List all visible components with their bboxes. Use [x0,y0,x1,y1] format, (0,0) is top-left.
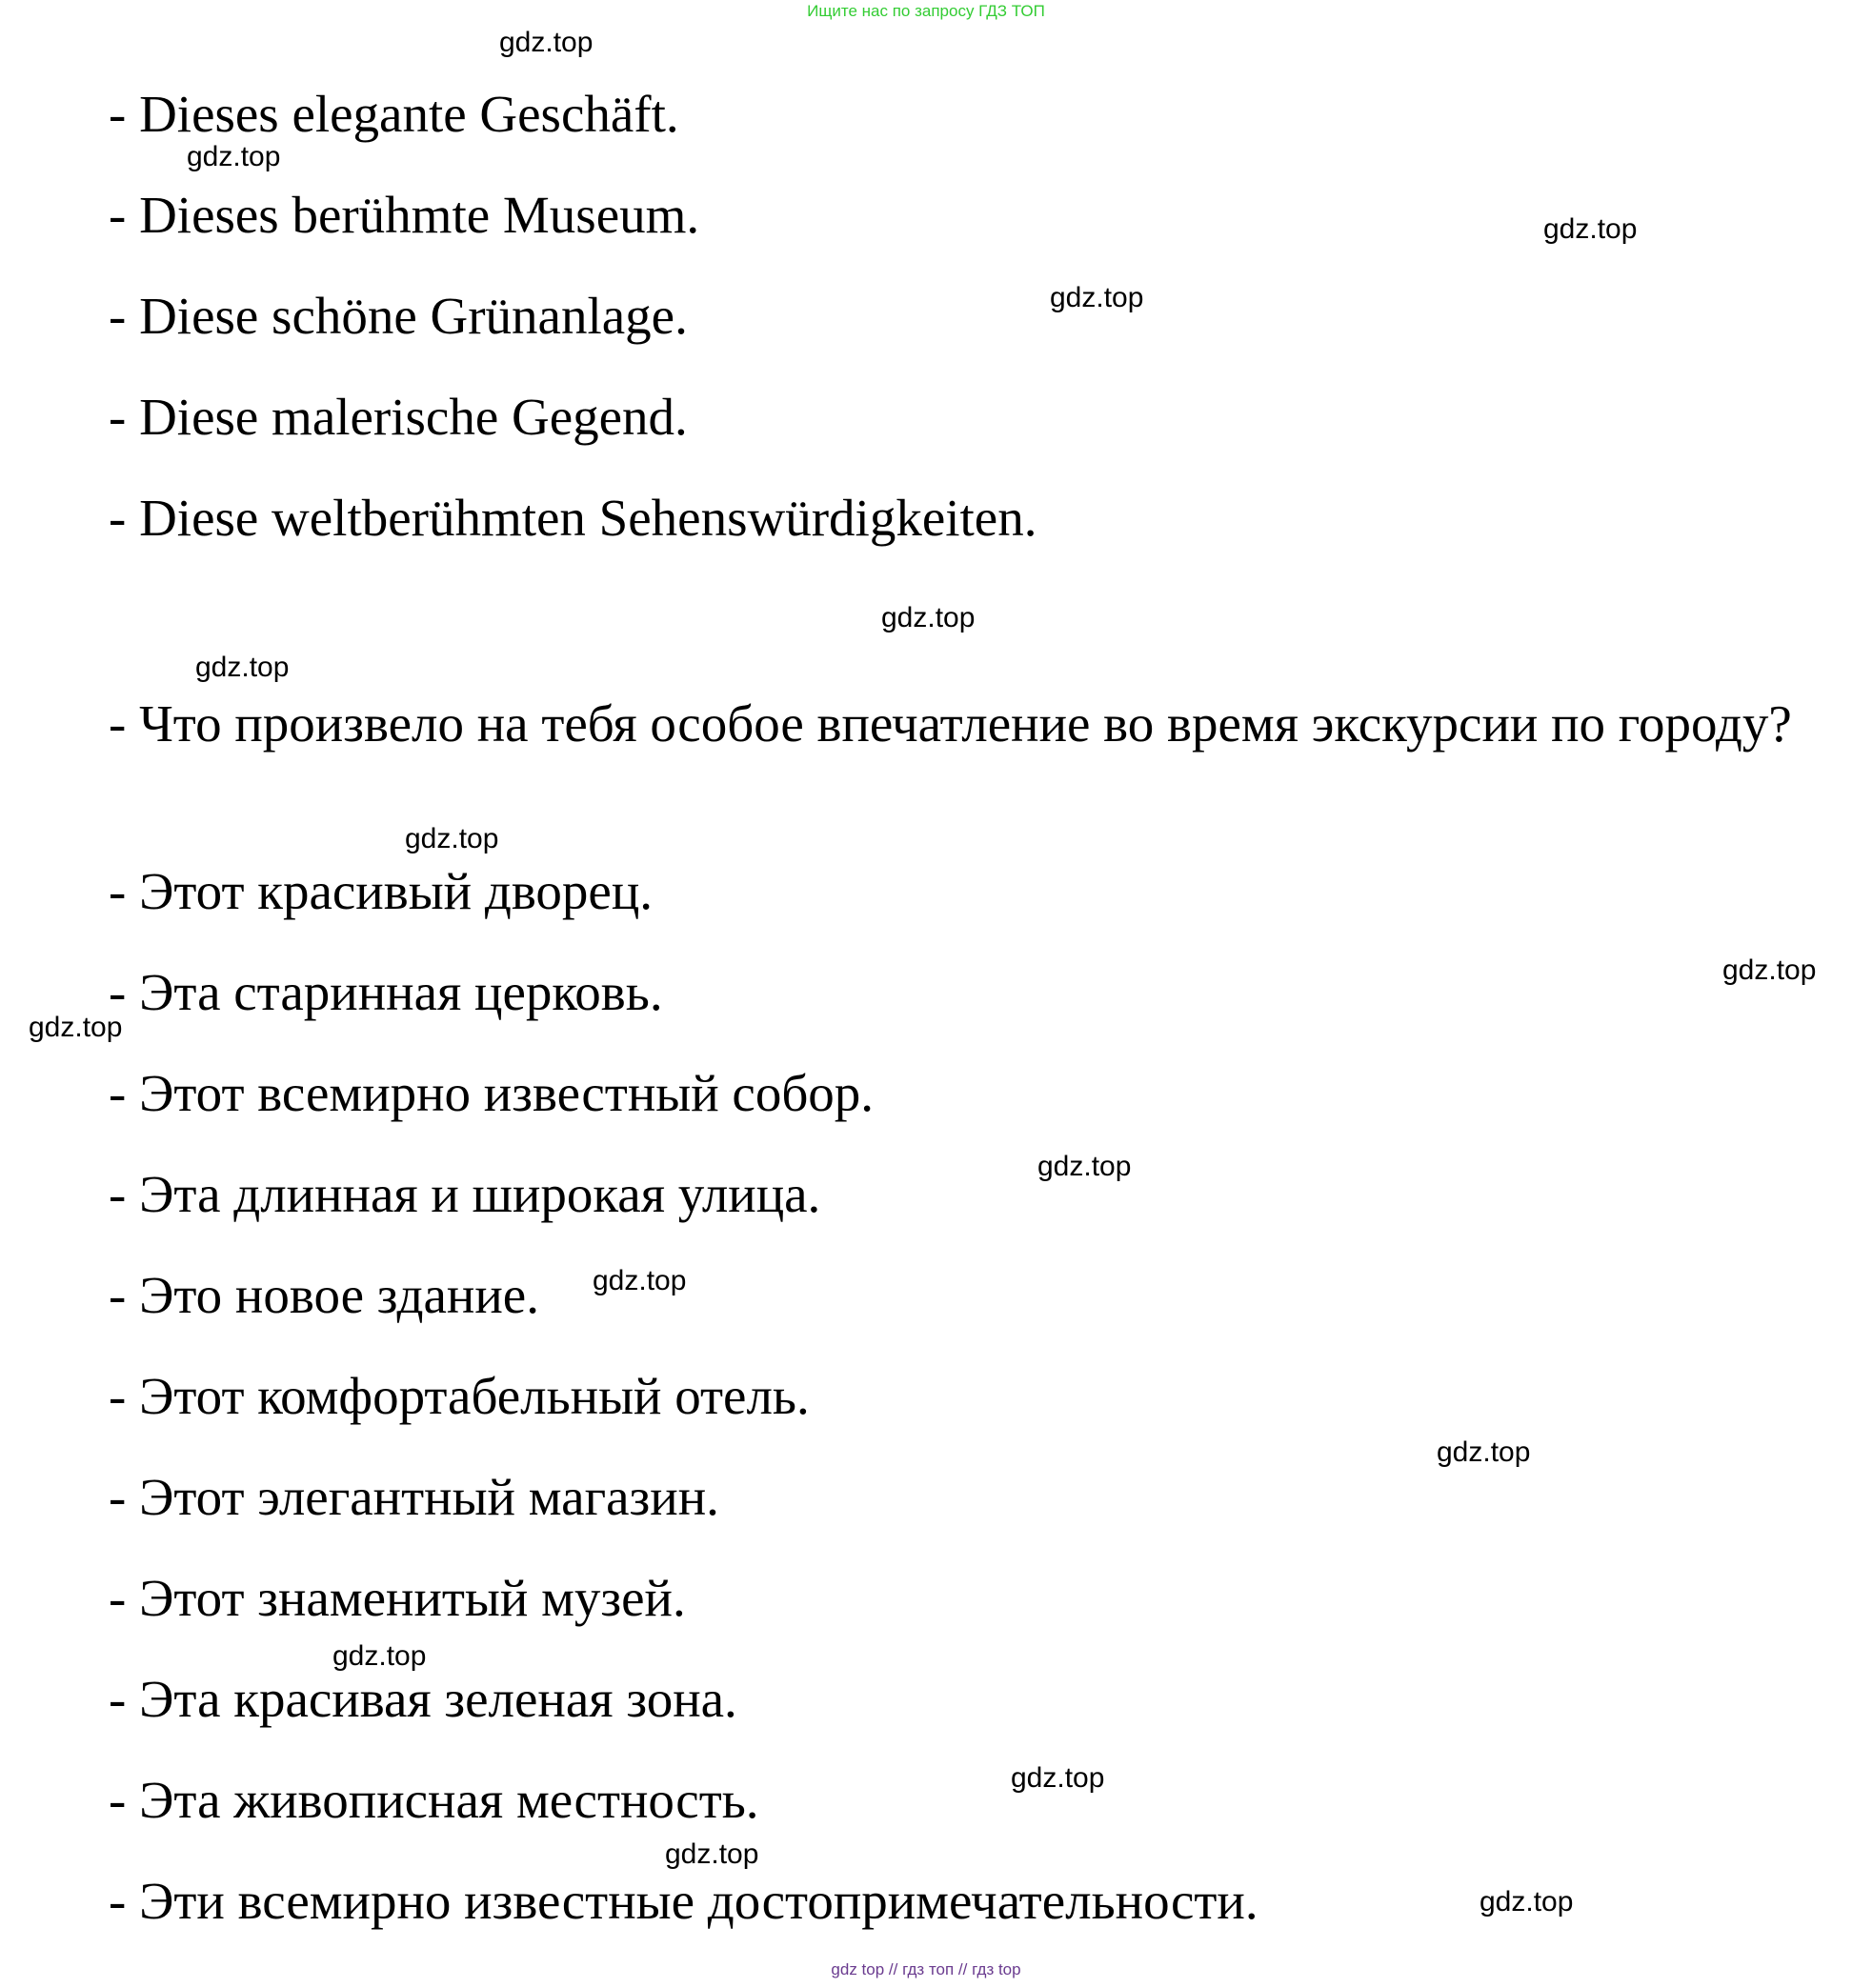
watermark-text: gdz.top [665,1838,759,1870]
german-answer-line: - Diese malerische Gegend. [109,388,688,446]
watermark-text: gdz.top [881,602,976,633]
german-answer-line: - Diese schöne Grünanlage. [109,287,688,345]
footer-watermark: gdz top // гдз топ // гдз top [831,1960,1021,1978]
watermark-text: gdz.top [332,1640,427,1672]
watermark-text: gdz.top [1050,282,1144,313]
german-answer-line: - Dieses berühmte Museum. [109,186,700,244]
russian-answer-line: - Этот знаменитый музей. [109,1569,686,1627]
russian-answer-line: - Эта старинная церковь. [109,963,663,1021]
watermark-text: gdz.top [405,823,499,854]
german-answer-line: - Dieses elegante Geschäft. [109,85,679,143]
watermark-text: gdz.top [1037,1151,1132,1182]
watermark-text: gdz.top [499,27,594,58]
russian-answer-line: - Этот красивый дворец. [109,862,654,920]
top-banner: Ищите нас по запросу ГДЗ ТОП [807,2,1045,20]
watermark-text: gdz.top [593,1265,687,1296]
watermark-text: gdz.top [1480,1886,1574,1918]
russian-answer-line: - Эти всемирно известные достопримечательности. [109,1872,1258,1930]
question-paragraph: - Что произвело на тебя особое впечатление во время экскурсии по городу? [109,694,1792,753]
watermark-text: gdz.top [195,652,290,683]
russian-answer-line: - Это новое здание. [109,1266,539,1324]
russian-answer-line: - Этот всемирно известный собор. [109,1064,875,1122]
german-answer-line: - Diese weltberühmten Sehenswürdigkeiten. [109,489,1037,547]
watermark-text: gdz.top [1722,954,1817,986]
russian-answer-line: - Эта длинная и широкая улица. [109,1165,821,1223]
watermark-text: gdz.top [1011,1762,1105,1794]
watermark-text: gdz.top [1437,1436,1531,1468]
watermark-text: gdz.top [1543,213,1638,245]
russian-answer-line: - Эта красивая зеленая зона. [109,1670,737,1728]
watermark-text: gdz.top [29,1012,123,1043]
russian-answer-line: - Эта живописная местность. [109,1771,759,1829]
russian-answer-line: - Этот элегантный магазин. [109,1468,719,1526]
watermark-text: gdz.top [187,141,281,172]
russian-answer-line: - Этот комфортабельный отель. [109,1367,810,1425]
